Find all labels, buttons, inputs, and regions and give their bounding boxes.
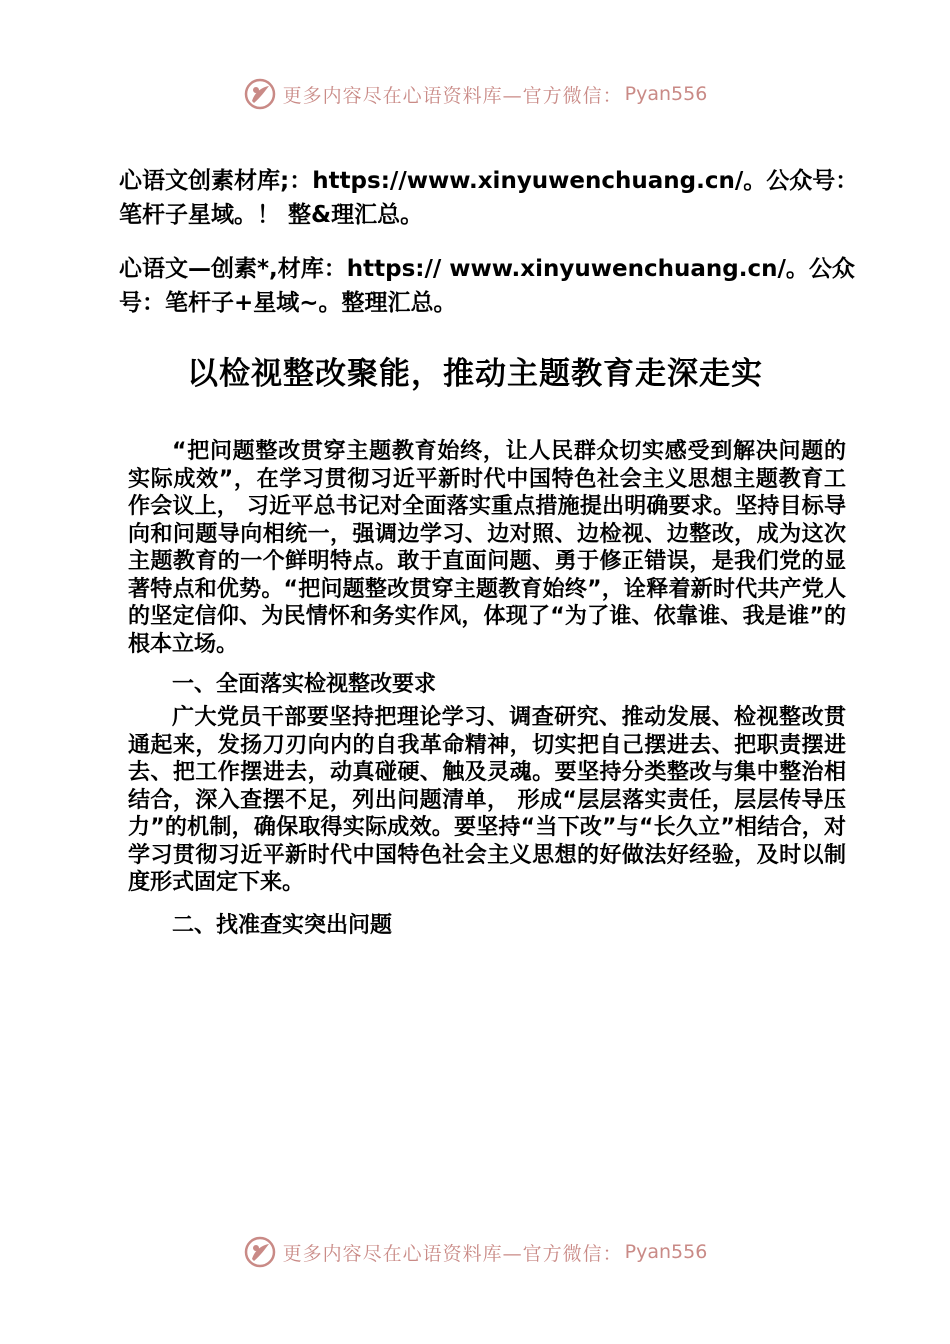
watermark-text: 更多内容尽在心语资料库—官方微信： — [282, 84, 623, 107]
footer-watermark — [0, 1232, 950, 1272]
watermark-wechat-id: Pyan556 — [624, 83, 708, 105]
header-watermark — [0, 74, 950, 114]
source-note-2: 心语文—创素*,材库：https:// www.xinyuwenchuang.cn/。公众号：笔杆子+星域~。整理汇总。 — [119, 256, 855, 316]
paragraph-intro: “把问题整改贯穿主题教育始终，让人民群众切实感受到解决问题的实际成效”，在学习贯彻习近平新时代中国特色社会主义思想主题教育工作会议上， 习近平总书记对全面落实重点措施提出明确要求。坚持目标导向和问题导向相统一，强调边学习、边对照、边检视、边整改，成为这次主题教育的一个鲜明特点。敢于直面问题、勇于修正错误，是我们党的显著特点和优势。“把问题整改贯穿主题教育始终”，诠释着新时代共产党人的坚定信仰、为民情怀和务实作风，体现了“为了谁、依靠谁、我是谁”的根本立场。 — [128, 439, 846, 657]
source-note-1: 心语文创素材库;：https://www.xinyuwenchuang.cn/。公众号：笔杆子星域。！ 整&理汇总。 — [119, 168, 859, 228]
watermark-wechat-id: Pyan556 — [624, 1241, 708, 1263]
brand-logo-icon — [243, 77, 277, 111]
section-heading-2: 二、找准查实突出问题 — [172, 913, 393, 938]
brand-logo-icon — [243, 1235, 277, 1269]
section-heading-1: 一、全面落实检视整改要求 — [172, 672, 437, 697]
paragraph-section-1: 广大党员干部要坚持把理论学习、调查研究、推动发展、检视整改贯通起来，发扬刀刃向内的自我革命精神，切实把自己摆进去、把职责摆进去、把工作摆进去，动真碰硬、触及灵魂。要坚持分类整改与集中整治相结合，深入查摆不足，列出问题清单， 形成“层层落实责任，层层传导压力”的机制，确保取得实际成效。要坚持“当下改”与“长久立”相结合，对学习贯彻习近平新时代中国特色社会主义思想的好做法好经验，及时以制度形式固定下来。 — [128, 705, 846, 895]
document-title: 以检视整改聚能，推动主题教育走深走实 — [187, 356, 763, 392]
watermark-text: 更多内容尽在心语资料库—官方微信： — [282, 1242, 623, 1265]
